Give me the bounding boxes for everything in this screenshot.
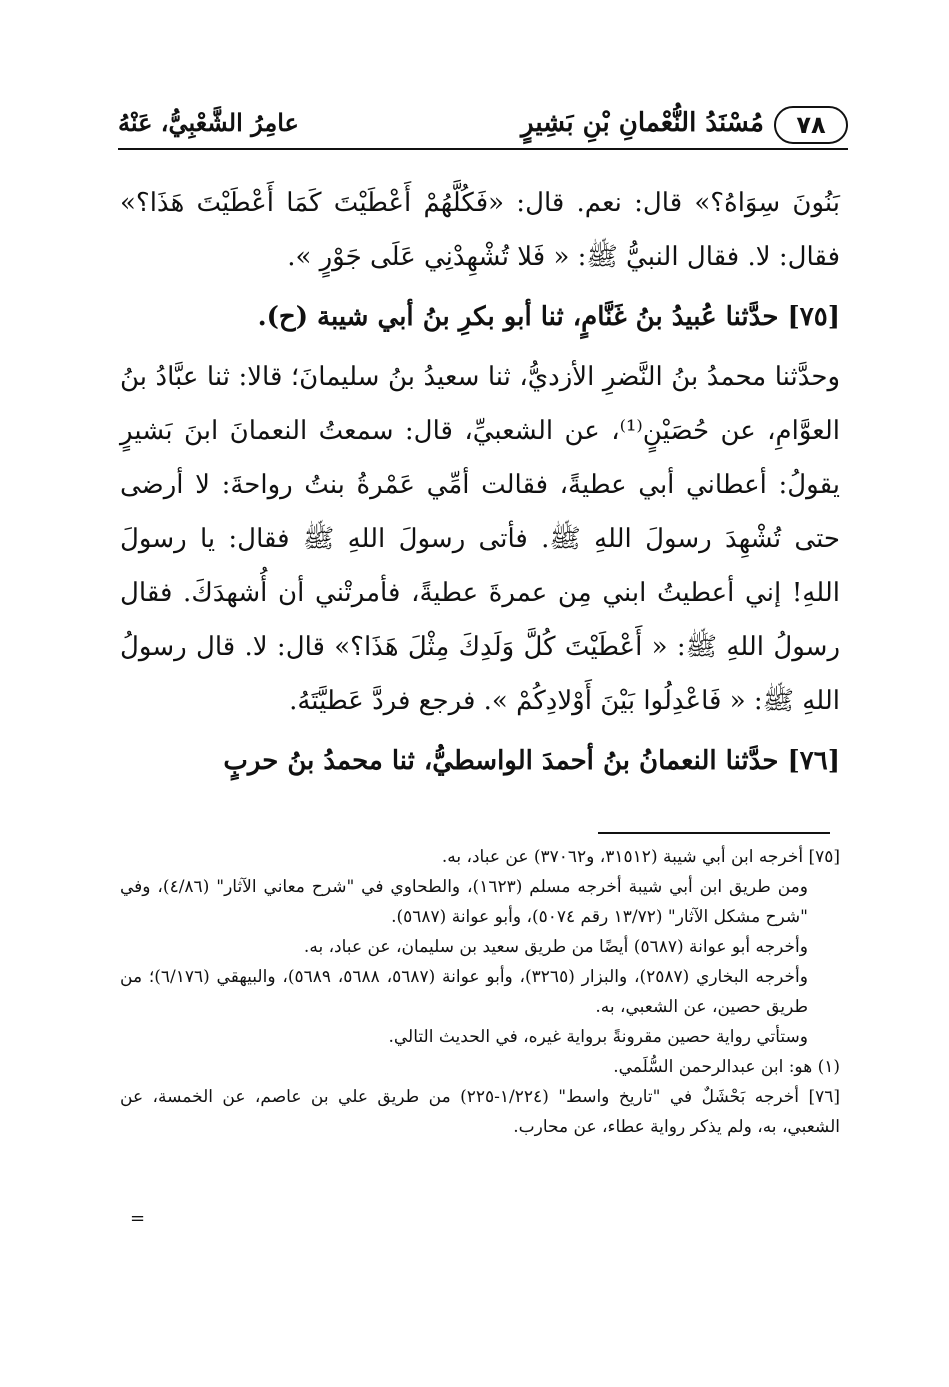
paragraph-3: وحدَّثنا محمدُ بنُ النَّضرِ الأزديُّ، ثنا سعيدُ بنُ سليمانَ؛ قالا: ثنا عبَّادُ بنُ العوَّامِ، عن حُصَيْنٍ⁽¹⁾، عن الشعبيِّ، قال: سمعتُ النعمانَ ابنَ بَشيرٍ يقولُ: أعطاني أبي عطيةً، فقالت أمِّي عَمْرةُ بنتُ رواحةَ: لا أرضى حتى تُشْهِدَ رسولَ اللهِ ﷺ. فأتى رسولَ اللهِ ﷺ فقال: يا رسولَ اللهِ! إني أعطيتُ ابني مِن عمرةَ عطيةً، فأمرتْني أن أُشهدَكَ. فقال رسولُ اللهِ ﷺ: « أَعْطَيْتَ كُلَّ وَلَدِكَ مِثْلَ هَذَا؟» قال: لا. قال رسولُ اللهِ ﷺ: « فَاعْدِلُوا بَيْنَ أَوْلادِكُمْ ». فرجع فردَّ عَطيَّتَهُ. bbox=[120, 362, 840, 716]
footnote-divider bbox=[598, 832, 830, 834]
continuation-mark: = bbox=[130, 1208, 146, 1229]
page-header bbox=[118, 100, 848, 150]
footnote-76: [٧٦] أخرجه بَحْشَلٌ في "تاريخ واسط" (١/٢٢٤-٢٢٥) من طريق علي بن عاصم، عن الخمسة، عن الشعبي، به، ولم يذكر رواية عطاء، عن محارب. bbox=[120, 1087, 840, 1137]
book-title: مُسْنَدُ النُّعْمانِ بْنِ بَشِيرٍ bbox=[520, 108, 764, 138]
footnote-75-line-5: وستأتي رواية حصين مقرونةً برواية غيره، في الحديث التالي. bbox=[388, 1027, 808, 1047]
section-title: عامِرُ الشَّعْبِيُّ، عَنْهُ bbox=[118, 108, 299, 137]
footnote-75-line-4: وأخرجه البخاري (٢٥٨٧)، والبزار (٣٢٦٥)، وأبو عوانة (٥٦٨٧، ٥٦٨٨، ٥٦٨٩)، والبيهقي (٦/١٧٦)؛ من طريق حصين، عن الشعبي، به. bbox=[120, 967, 808, 1017]
footnote-75-line-2: ومن طريق ابن أبي شيبة أخرجه مسلم (١٦٢٣)، والطحاوي في "شرح معاني الآثار" (٤/٨٦)، وفي "شرح مشكل الآثار" (١٣/٧٢ رقم ٥٠٧٤)، وأبو عوانة (٥٦٨٧). bbox=[120, 877, 808, 927]
footnote-1: (١) هو: ابن عبدالرحمن السُّلَمي. bbox=[613, 1057, 840, 1077]
footnotes bbox=[120, 842, 840, 1142]
footnote-75-line-3: وأخرجه أبو عوانة (٥٦٨٧) أيضًا من طريق سعيد بن سليمان، عن عباد، به. bbox=[303, 937, 808, 957]
main-text bbox=[120, 176, 840, 788]
page-number: ٧٨ bbox=[774, 106, 848, 144]
header-divider bbox=[118, 148, 848, 150]
hadith-76-heading: [٧٦] حدَّثنا النعمانُ بنُ أحمدَ الواسطيُّ، ثنا محمدُ بنُ حربٍ bbox=[223, 746, 840, 776]
paragraph-1: بَنُونَ سِوَاهُ؟» قال: نعم. قال: «فَكُلَّهُمْ أَعْطَيْتَ كَمَا أَعْطَيْتَ هَذَا؟» فقال: لا. فقال النبيُّ ﷺ: « فَلا تُشْهِدْنِي عَلَى جَوْرٍ ». bbox=[120, 188, 840, 272]
hadith-75-heading: [٧٥] حدَّثنا عُبيدُ بنُ غَنَّامٍ، ثنا أبو بكرِ بنُ أبي شيبة (ح). bbox=[257, 302, 840, 332]
footnote-75: [٧٥] أخرجه ابن أبي شيبة (٣١٥١٢، و٣٧٠٦٢) عن عباد، به. bbox=[441, 847, 840, 867]
